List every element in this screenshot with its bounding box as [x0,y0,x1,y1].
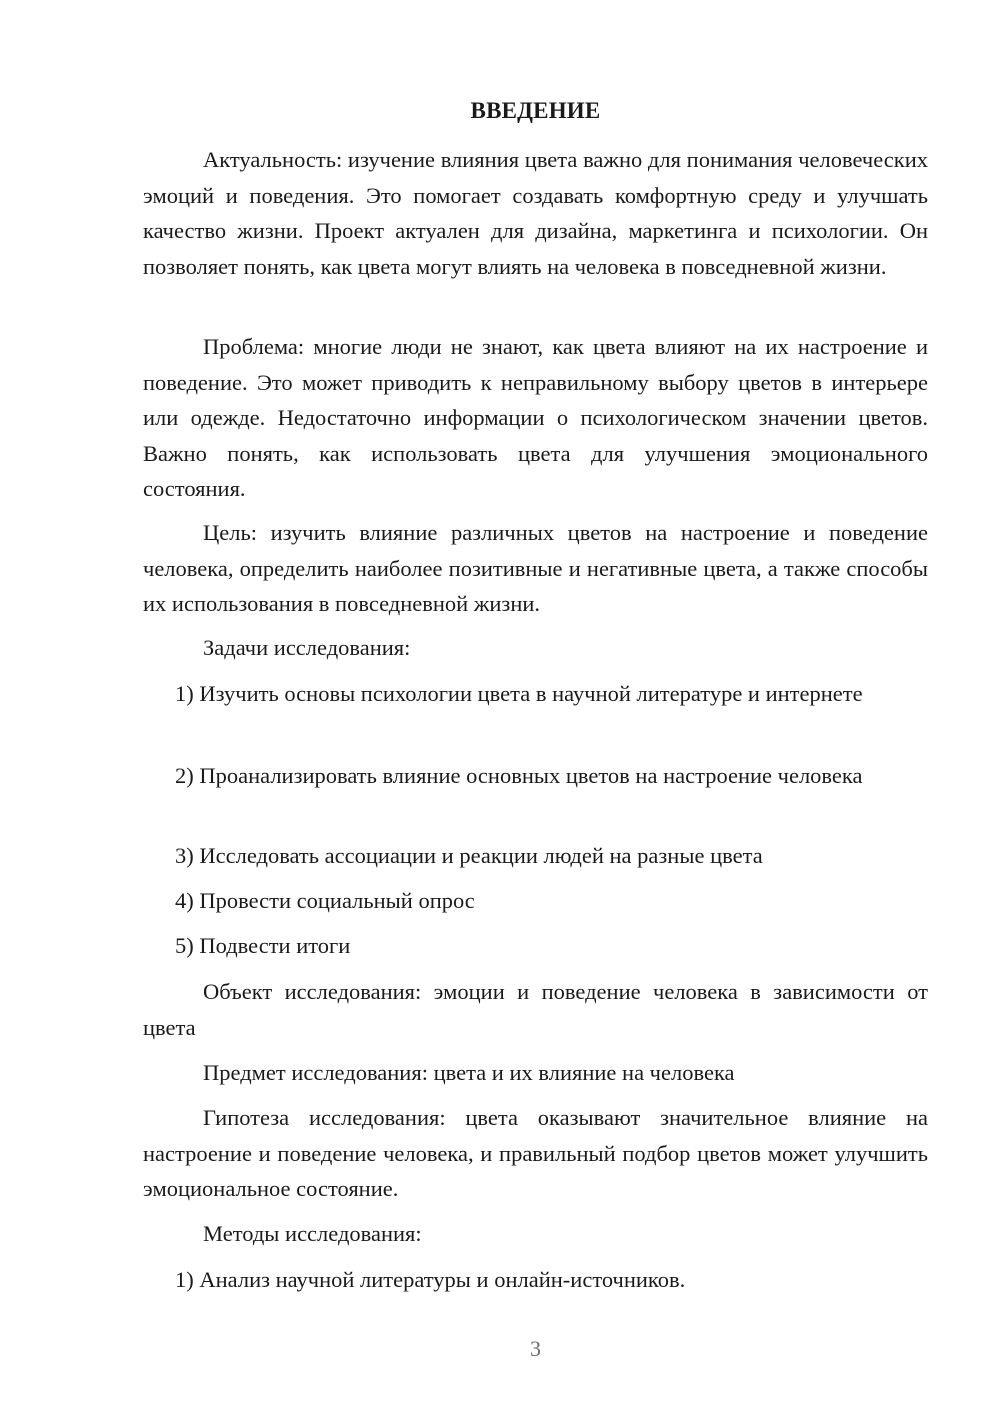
section-heading: ВВЕДЕНИЕ [470,98,601,123]
task-item: 1) Изучить основы психологии цвета в научной литературе и интернете [175,681,863,706]
task-item: 4) Провести социальный опрос [175,888,475,913]
object-paragraph: Объект исследования: эмоции и поведение человека в зависимости от цвета [143,979,928,1040]
hypothesis-paragraph: Гипотеза исследования: цвета оказывают значительное влияние на настроение и поведение человека, и правильный подбор цветов может улучшить эмоциональное состояние. [143,1105,928,1201]
relevance-paragraph: Актуальность: изучение влияния цвета важно для понимания человеческих эмоций и поведения. Это помогает создавать комфортную среду и улучшать качество жизни. Проект актуален для дизайна, маркетинга и психологии. Он позволяет понять, как цвета могут влиять на человека в повседневной жизни. [143,147,928,279]
task-item: 5) Подвести итоги [175,933,351,958]
problem-paragraph: Проблема: многие люди не знают, как цвета влияют на их настроение и поведение. Это может приводить к неправильному выбору цветов в интерьере или одежде. Недостаточно информации о психологическом значении цветов. Важно понять, как использовать цвета для улучшения эмоционального состояния. [143,334,928,501]
task-item: 2) Проанализировать влияние основных цветов на настроение человека [175,763,863,788]
task-item: 3) Исследовать ассоциации и реакции людей на разные цвета [175,843,763,868]
tasks-heading: Задачи исследования: [203,635,411,660]
document-page [143,0,928,1414]
methods-heading: Методы исследования: [203,1221,422,1246]
subject-paragraph: Предмет исследования: цвета и их влияние на человека [203,1060,735,1085]
method-item: 1) Анализ научной литературы и онлайн-источников. [175,1267,686,1292]
page-number: 3 [530,1336,541,1361]
goal-paragraph: Цель: изучить влияние различных цветов на настроение и поведение человека, определить наиболее позитивные и негативные цвета, а также способы их использования в повседневной жизни. [143,520,928,616]
